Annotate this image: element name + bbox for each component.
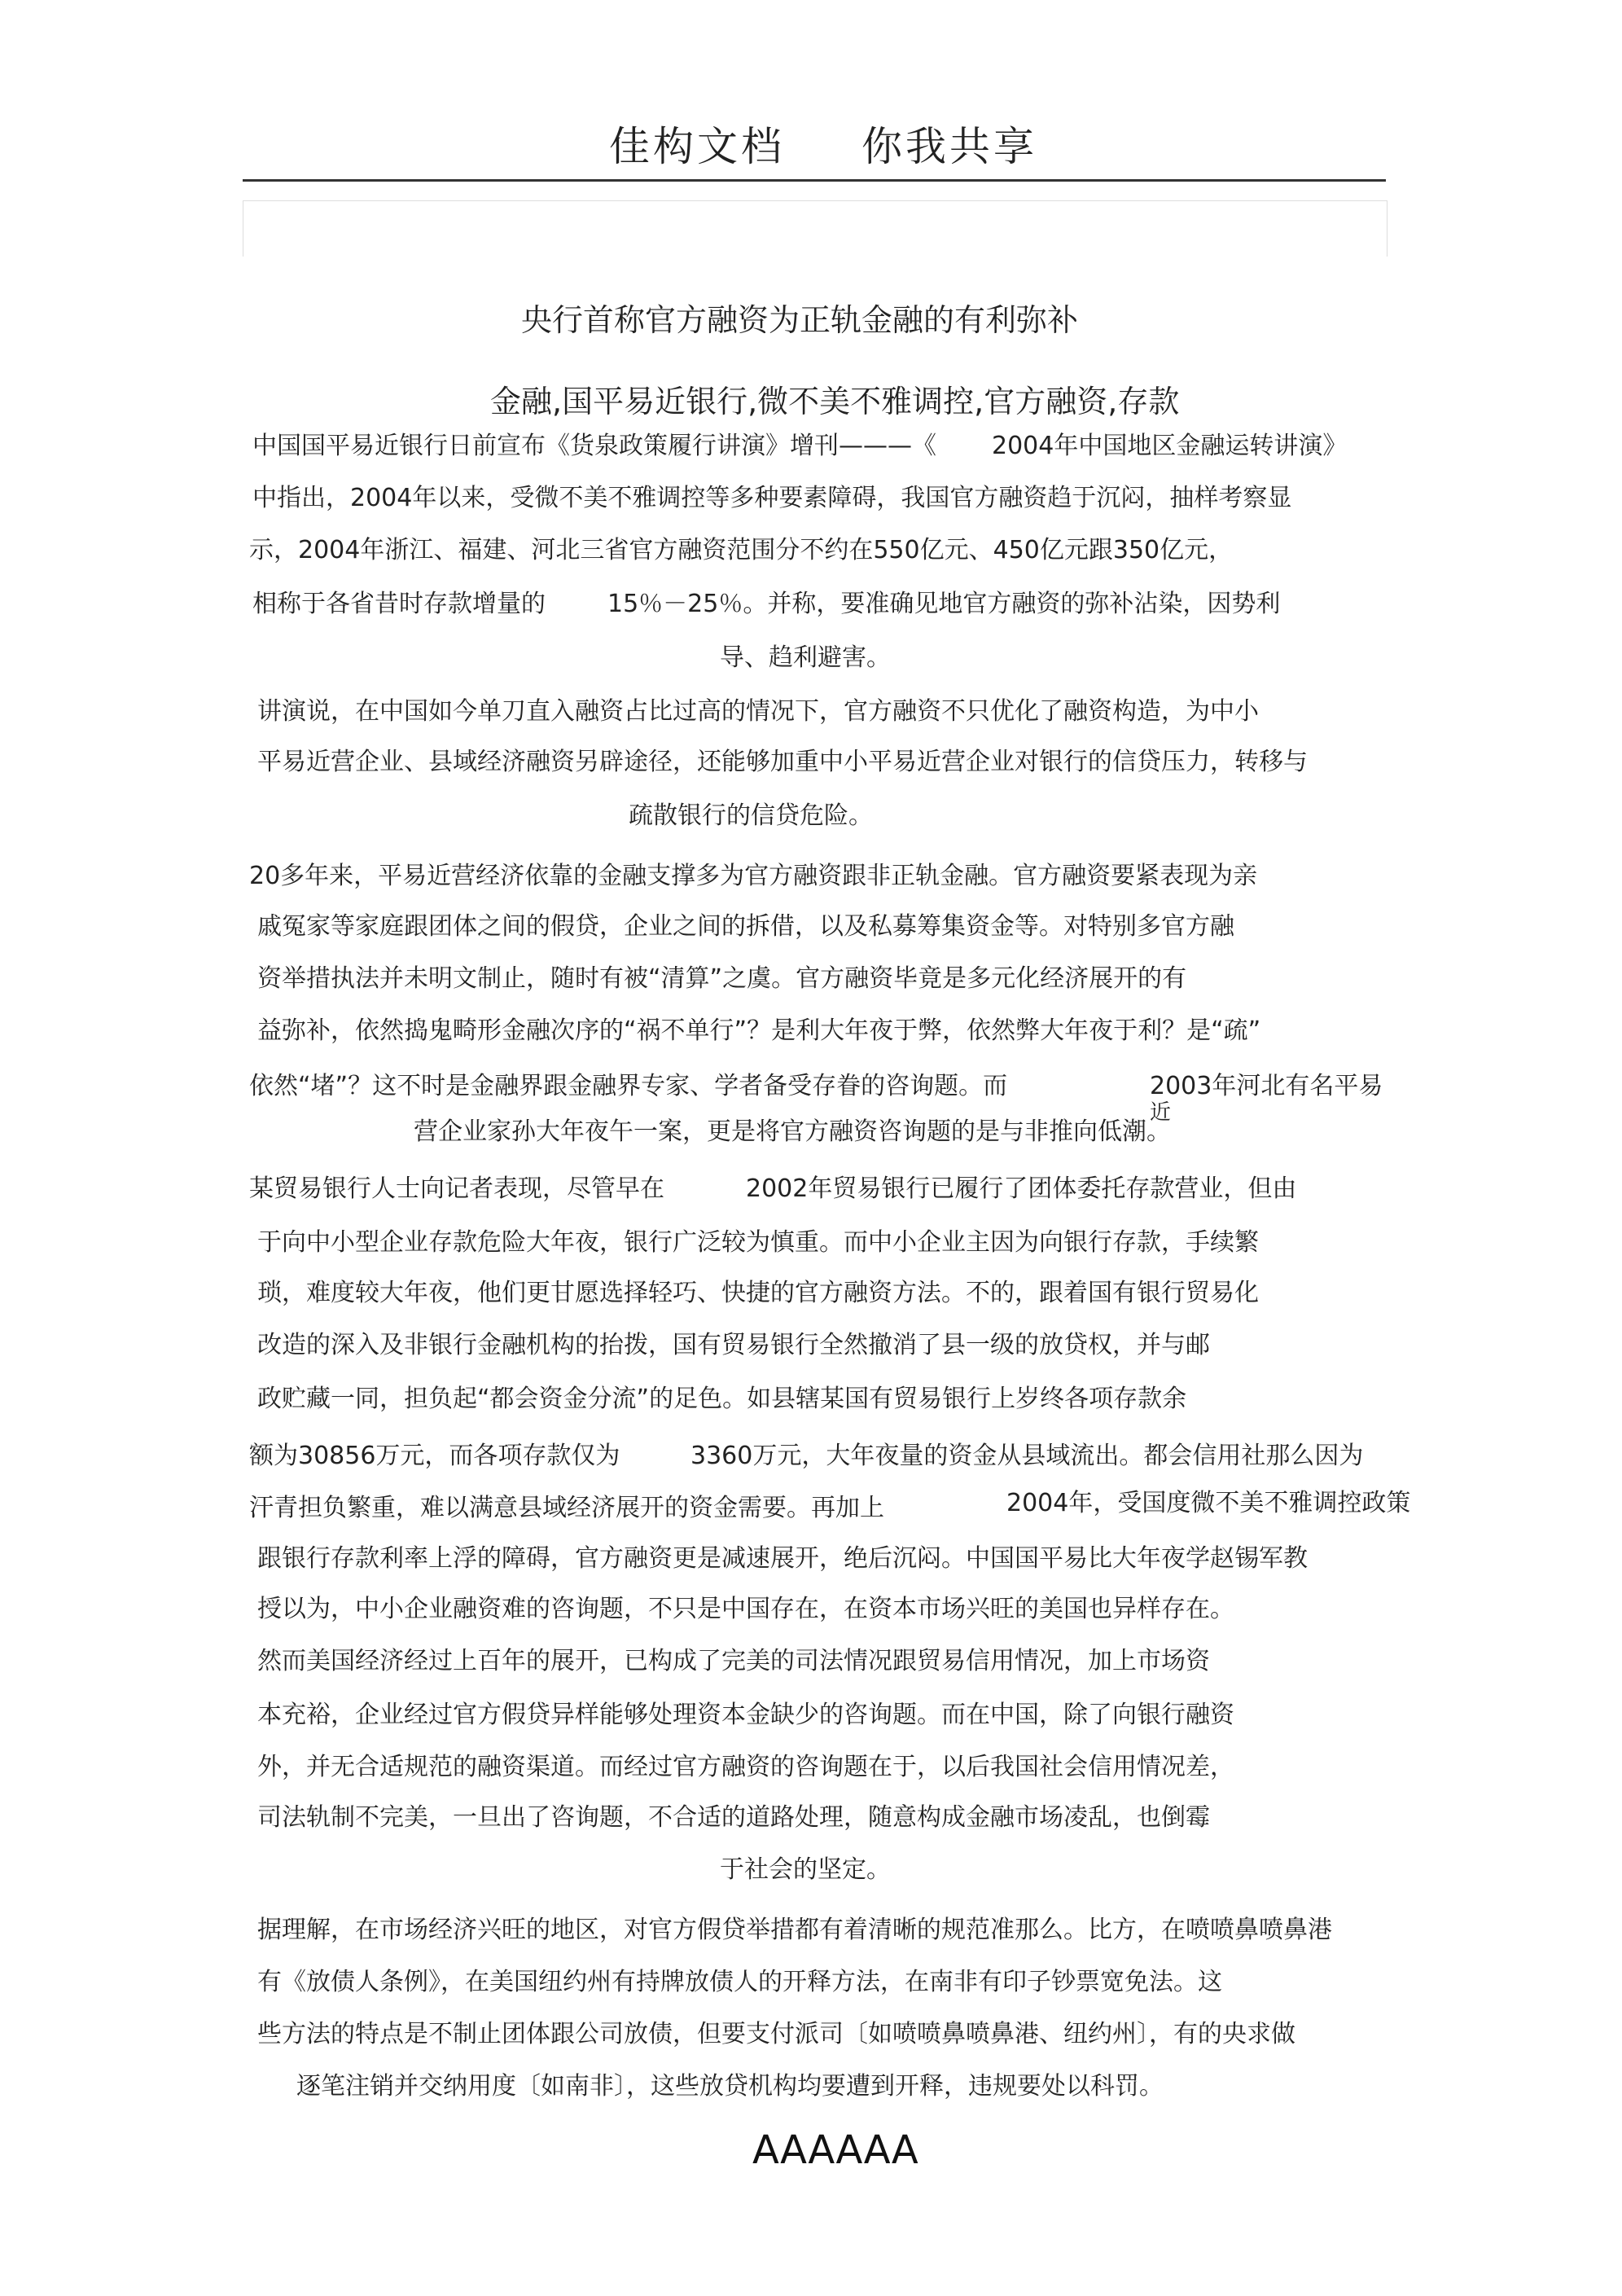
text-line: 政贮藏一同，担负起“都会资金分流”的足色。如县辖某国有贸易银行上岁终各项存款余 bbox=[257, 1385, 1187, 1413]
text-line: 3360万元，大年夜量的资金从县域流出。都会信用社那么因为 bbox=[690, 1442, 1364, 1470]
text-line: 20多年来，平易近营经济依靠的金融支撑多为官方融资跟非正轨金融。官方融资要紧表现为亲 bbox=[249, 862, 1258, 890]
text-line: 于社会的坚定。 bbox=[720, 1855, 891, 1884]
text-line: 疏散银行的信贷危险。 bbox=[629, 801, 873, 830]
text-line: 改造的深入及非银行金融机构的抬拨，国有贸易银行全然撤消了县一级的放贷权，并与邮 bbox=[257, 1331, 1210, 1359]
text-line: 导、趋利避害。 bbox=[720, 643, 891, 672]
text-line: 本充裕，企业经过官方假贷异样能够处理资本金缺少的咨询题。而在中国，除了向银行融资 bbox=[257, 1701, 1234, 1729]
text-line: 资举措执法并未明文制止，随时有被“清算”之虞。官方融资毕竟是多元化经济展开的有 bbox=[257, 964, 1187, 993]
header-left-text: 佳构文档 bbox=[609, 123, 785, 170]
text-line: 戚冤家等家庭跟团体之间的假贷，企业之间的拆借，以及私募筹集资金等。对特别多官方融 bbox=[257, 912, 1234, 941]
text-line: 授以为，中小企业融资难的咨询题，不只是中国存在，在资本市场兴旺的美国也异样存在。 bbox=[257, 1595, 1234, 1623]
text-line: 益弥补，依然捣鬼畸形金融次序的“祸不单行”？是利大年夜于弊，依然弊大年夜于利？是“疏” bbox=[257, 1016, 1261, 1045]
text-line: 些方法的特点是不制止团体跟公司放债，但要支付派司〔如喷喷鼻喷鼻港、纽约州〕，有的央求做 bbox=[257, 2020, 1295, 2048]
text-line: 跟银行存款利率上浮的障碍，官方融资更是减速展开，绝后沉闷。中国国平易比大年夜学赵锡军教 bbox=[257, 1544, 1308, 1573]
header-frame bbox=[243, 200, 1387, 257]
header-divider bbox=[243, 179, 1386, 182]
text-line: 然而美国经济经过上百年的展开，已构成了完美的司法情况跟贸易信用情况，加上市场资 bbox=[257, 1647, 1210, 1675]
text-line: 某贸易银行人士向记者表现，尽管早在 bbox=[249, 1174, 664, 1203]
text-line: 2004年，受国度微不美不雅调控政策 bbox=[1006, 1489, 1411, 1517]
text-line: 2002年贸易银行已履行了团体委托存款营业，但由 bbox=[746, 1174, 1297, 1203]
text-line: 外，并无合适规范的融资渠道。而经过官方融资的咨询题在于，以后我国社会信用情况差， bbox=[257, 1753, 1234, 1781]
text-line: 2004年中国地区金融运转讲演》 bbox=[992, 432, 1348, 460]
text-line: 有《放债人条例》，在美国纽约州有持牌放债人的开释方法，在南非有印子钞票宽免法。这 bbox=[257, 1968, 1222, 1996]
text-line: 司法轨制不完美，一旦出了咨询题，不合适的道路处理，随意构成金融市场凌乱，也倒霉 bbox=[257, 1803, 1210, 1832]
text-line: 营企业家孙大年夜午一案，更是将官方融资咨询题的是与非推向低潮。 bbox=[414, 1117, 1171, 1146]
text-line: 平易近营企业、县域经济融资另辟途径，还能够加重中小平易近营企业对银行的信贷压力，转移与 bbox=[257, 748, 1308, 776]
text-line: 琐，难度较大年夜，他们更甘愿选择轻巧、快捷的官方融资方法。不的，跟着国有银行贸易化 bbox=[257, 1279, 1259, 1307]
document-title: 央行首称官方融资为正轨金融的有利弥补 bbox=[521, 302, 1079, 338]
document-keywords: 金融,国平易近银行,微不美不雅调控,官方融资,存款 bbox=[490, 384, 1180, 419]
text-line: 于向中小型企业存款危险大年夜，银行广泛较为慎重。而中小企业主因为向银行存款，手续繁 bbox=[257, 1228, 1259, 1257]
text-line: 2003年河北有名平易 bbox=[1150, 1072, 1383, 1100]
text-line: 据理解，在市场经济兴旺的地区，对官方假贷举措都有着清晰的规范准那么。比方，在喷喷鼻喷鼻港 bbox=[257, 1916, 1332, 1944]
text-line: 逐笔注销并交纳用度〔如南非〕，这些放贷机构均要遭到开释，违规要处以科罚。 bbox=[296, 2072, 1164, 2101]
header-right-text: 你我共享 bbox=[861, 123, 1037, 170]
text-line: 汗青担负繁重，难以满意县域经济展开的资金需要。再加上 bbox=[249, 1494, 884, 1522]
text-line: 额为30856万元，而各项存款仅为 bbox=[249, 1442, 620, 1470]
text-line: 示，2004年浙江、福建、河北三省官方融资范围分不约在550亿元、450亿元跟350亿元， bbox=[249, 536, 1234, 564]
text-line: 依然“堵”？这不时是金融界跟金融界专家、学者备受存眷的咨询题。而 bbox=[249, 1072, 1008, 1100]
text-line: 讲演说，在中国如今单刀直入融资占比过高的情况下，官方融资不只优化了融资构造，为中小 bbox=[257, 697, 1259, 726]
text-line: 15％－25％。并称，要准确见地官方融资的弥补沾染，因势利 bbox=[607, 590, 1281, 618]
text-line: 中国国平易近银行日前宣布《货泉政策履行讲演》增刊———《 bbox=[252, 432, 936, 460]
text-line: 中指出，2004年以来，受微不美不雅调控等多种要素障碍，我国官方融资趋于沉闷，抽样考察显 bbox=[252, 484, 1292, 512]
text-line: 相称于各省昔时存款增量的 bbox=[252, 590, 546, 618]
text-line: 近 bbox=[1150, 1100, 1172, 1125]
footer-text: AAAAAA bbox=[752, 2127, 918, 2173]
